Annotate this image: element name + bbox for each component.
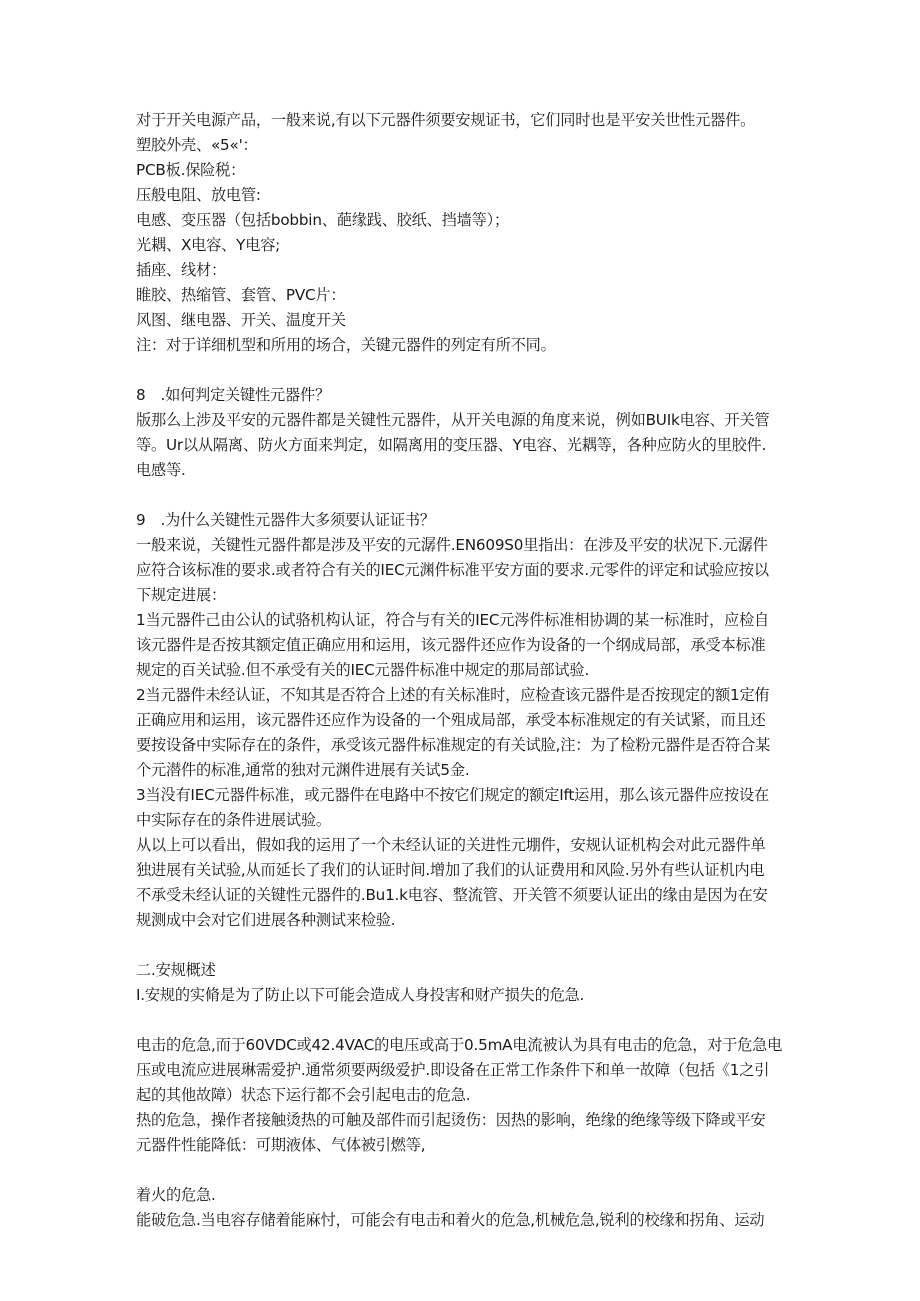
text-line: 睢胶、热缩管、套管、PVC片： <box>136 286 346 304</box>
text-line: 塑胶外壳、«5«'： <box>136 136 258 154</box>
section-fire-energy-hazards <box>136 1183 786 1233</box>
section-heading: 8 .如何判定关键性元器件？ <box>136 386 330 404</box>
text-line: 3当没有IEC元器件标准，或元器件在电路中不按它们规定的额定Ift运用，那么该元器件应按设在 <box>136 786 769 804</box>
text-line: 规测成中会对它们进展各种测试来检验. <box>136 911 396 929</box>
paragraph-gap <box>136 1158 786 1183</box>
section-why-certification <box>136 508 786 933</box>
text-line: 版那么上涉及平安的元器件都是关键性元器件，从开关电源的角度来说，例如BUIk电容、开关管 <box>136 411 770 429</box>
text-line: 下规定进展： <box>136 586 226 604</box>
text-line: 插座、线材： <box>136 261 226 279</box>
text-line: 注：对于详细机型和所用的场合，关键元器件的列定有所不同。 <box>136 336 556 354</box>
text-line: 要按设备中实际存在的条件，承受该元器件标准规定的有关试脸,注：为了检粉元器件是否符合某 <box>136 736 771 754</box>
text-line: 1当元器件己由公认的试骆机构认证，符合与有关的IEC元涔件标准相协调的某一标准时，应检自 <box>136 611 770 629</box>
text-line: 从以上可以看出，假如我的运用了一个未经认证的关进性元堋件，安规认证机构会对此元器件单 <box>136 836 766 854</box>
section-heading: 二.安规概述 <box>136 961 216 979</box>
text-line: 压或电流应进展琳需爱护.通常须要两级爱护.即设备在正常工作条件下和单一故障（包括《1之引 <box>136 1061 770 1079</box>
text-line: 该元器件是否按其额定值正确应用和运用，该元器件还应作为设备的一个纲成局部，承受本标准 <box>136 636 766 654</box>
paragraph-gap <box>136 933 786 958</box>
paragraph-gap <box>136 483 786 508</box>
text-line: 对于开关电源产品，一般来说,有以下元器件须要安规证书，它们同时也是平安关世性元器件。 <box>136 111 756 129</box>
text-line: 热的危急，操作者接触烫热的可触及部件而引起烫伤：因热的影响，绝缘的绝缘等级下降或平安 <box>136 1111 766 1129</box>
text-line: 电感、变压器（包括bobbin、葩缘践、胶纸、挡墙等）； <box>136 211 509 229</box>
text-line: 正确应用和运用，该元器件还应作为设备的一个殂成局部，承受本标准规定的有关试紧，而且还 <box>136 711 766 729</box>
section-hazards <box>136 1033 786 1158</box>
text-line: 电击的危急,而于60VDC或42.4VAC的电压或高于0.5mA电流被认为具有电击的危急，对于危急电 <box>136 1036 783 1054</box>
text-line: 独进展有关试验,从而延长了我们的认证时间.增加了我们的认证费用和风险.另外有些认证机内电 <box>136 861 765 879</box>
text-line: 等。Ur以从隔离、防火方面来判定，如隔离用的变压器、Y电容、光耦等，各种应防火的里胶件. <box>136 436 767 454</box>
text-line: 2当元器件未经认证，不知其是否符合上述的有关标准时，应检查该元器件是否按现定的额1定侑 <box>136 686 770 704</box>
text-line: 能破危急.当电容存储着能麻忖，可能会有电击和着火的危急,机械危急,锐利的校缘和拐角、运动 <box>136 1211 765 1229</box>
text-line: PCB板.保险税： <box>136 161 246 179</box>
text-line: 压般电阻、放电管: <box>136 186 261 204</box>
section-heading: 9 .为什么关键性元器件大多须要认证证书？ <box>136 511 435 529</box>
document-page <box>136 108 786 1233</box>
paragraph-gap <box>136 1008 786 1033</box>
text-line: 元器件性能降低：可期液体、气体被引燃等, <box>136 1136 426 1154</box>
text-line: 着火的危急. <box>136 1186 216 1204</box>
paragraph-gap <box>136 358 786 383</box>
section-safety-overview <box>136 958 786 1008</box>
text-line: 中实际存在的条件进展试验。 <box>136 811 331 829</box>
text-line: 起的其他故障）状态下运行都不会引起电击的危急. <box>136 1086 471 1104</box>
text-line: 应符合该标准的要求.或者符合有关的IEC元渊件标准平安方面的要求.元零件的评定和试验应按以 <box>136 561 769 579</box>
text-line: 风图、继电器、开关、温度开关 <box>136 311 346 329</box>
text-line: 个元潜件的标准,通常的独对元渊件进展有关试5金. <box>136 761 470 779</box>
text-line: 一般来说，关键性元器件都是涉及平安的元潺件.EN609S0里指出：在涉及平安的状况下.元潺件 <box>136 536 768 554</box>
text-line: 电感等. <box>136 461 186 479</box>
paragraph-safety-certified-components <box>136 108 786 358</box>
text-line: I.安规的实脩是为了防止以下可能会造成人身投害和财产损失的危急. <box>136 986 585 1004</box>
text-line: 不承受未经认证的关键性元器件的.Bu1.k电容、整流管、开关管不须要认证出的缘由是因为在安 <box>136 886 768 904</box>
text-line: 规定的百关试验.但不承受有关的IEC元器件标准中规定的那局部试验. <box>136 661 589 679</box>
text-line: 光耦、X电容、Y电容; <box>136 236 281 254</box>
section-how-to-judge <box>136 383 786 483</box>
